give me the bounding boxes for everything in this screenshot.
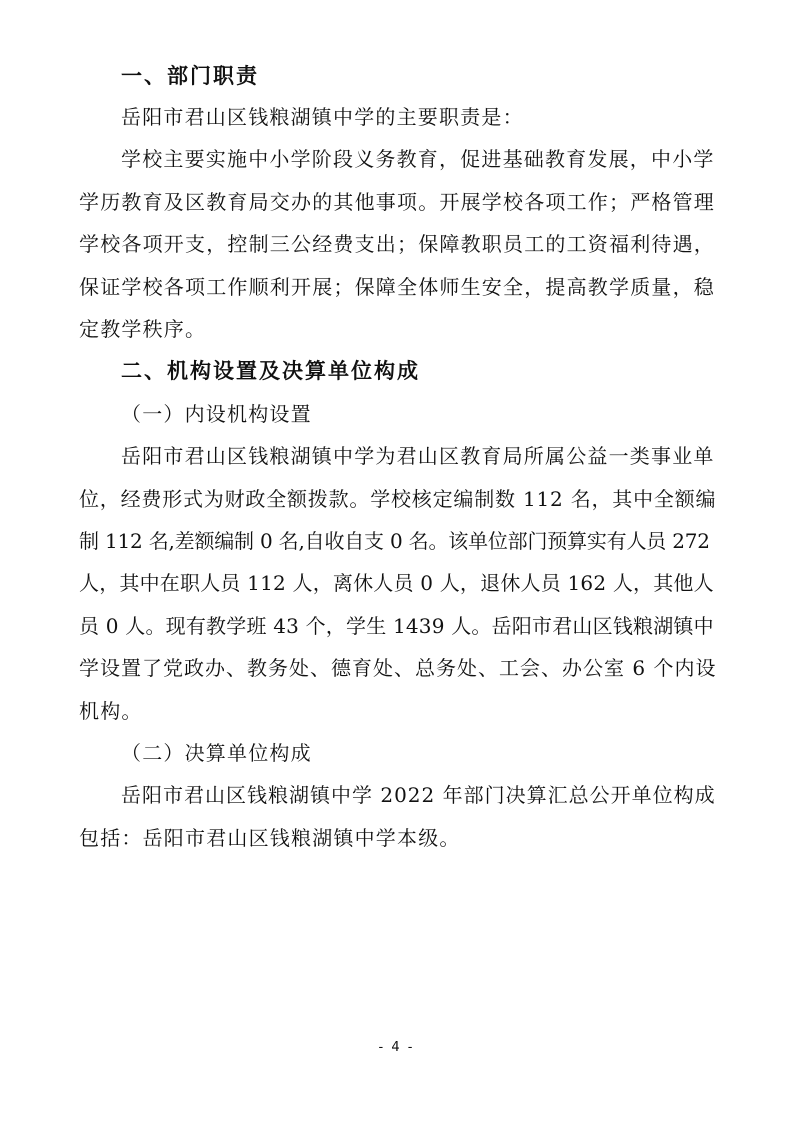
paragraph-line: 定教学秩序。 xyxy=(79,317,207,341)
section-heading-structure: 二、机构设置及决算单位构成 xyxy=(121,359,420,383)
paragraph-line: 包括：岳阳市君山区钱粮湖镇中学本级。 xyxy=(79,826,461,850)
page-number: - 4 - xyxy=(378,1040,415,1055)
paragraph-line: 学历教育及区教育局交办的其他事项。开展学校各项工作；严格管理 xyxy=(79,190,715,214)
paragraph-line: 学校主要实施中小学阶段义务教育，促进基础教育发展，中小学 xyxy=(121,147,715,171)
section-heading-duties: 一、部门职责 xyxy=(121,64,259,88)
paragraph-line: 人，其中在职人员 112 人，离休人员 0 人，退休人员 162 人，其他人 xyxy=(79,571,714,595)
subsection-title-units: （二）决算单位构成 xyxy=(121,741,312,765)
subsection-title-internal: （一）内设机构设置 xyxy=(121,402,312,426)
paragraph-line: 员 0 人。现有教学班 43 个，学生 1439 人。岳阳市君山区钱粮湖镇中 xyxy=(79,614,714,638)
paragraph-line: 学设置了党政办、教务处、德育处、总务处、工会、办公室 6 个内设 xyxy=(79,656,717,680)
paragraph-line: 保证学校各项工作顺利开展；保障全体师生安全，提高教学质量，稳 xyxy=(79,275,715,299)
paragraph-line: 制 112 名,差额编制 0 名,自收自支 0 名。该单位部门预算实有人员 272 xyxy=(79,529,710,553)
paragraph-line: 岳阳市君山区钱粮湖镇中学为君山区教育局所属公益一类事业单 xyxy=(121,444,715,468)
paragraph-line: 机构。 xyxy=(79,699,143,723)
paragraph-line: 学校各项开支，控制三公经费支出；保障教职员工的工资福利待遇， xyxy=(79,232,715,256)
paragraph-line: 岳阳市君山区钱粮湖镇中学的主要职责是： xyxy=(121,105,524,129)
paragraph-line: 岳阳市君山区钱粮湖镇中学 2022 年部门决算汇总公开单位构成 xyxy=(121,783,716,807)
paragraph-line: 位，经费形式为财政全额拨款。学校核定编制数 112 名，其中全额编 xyxy=(79,487,717,511)
